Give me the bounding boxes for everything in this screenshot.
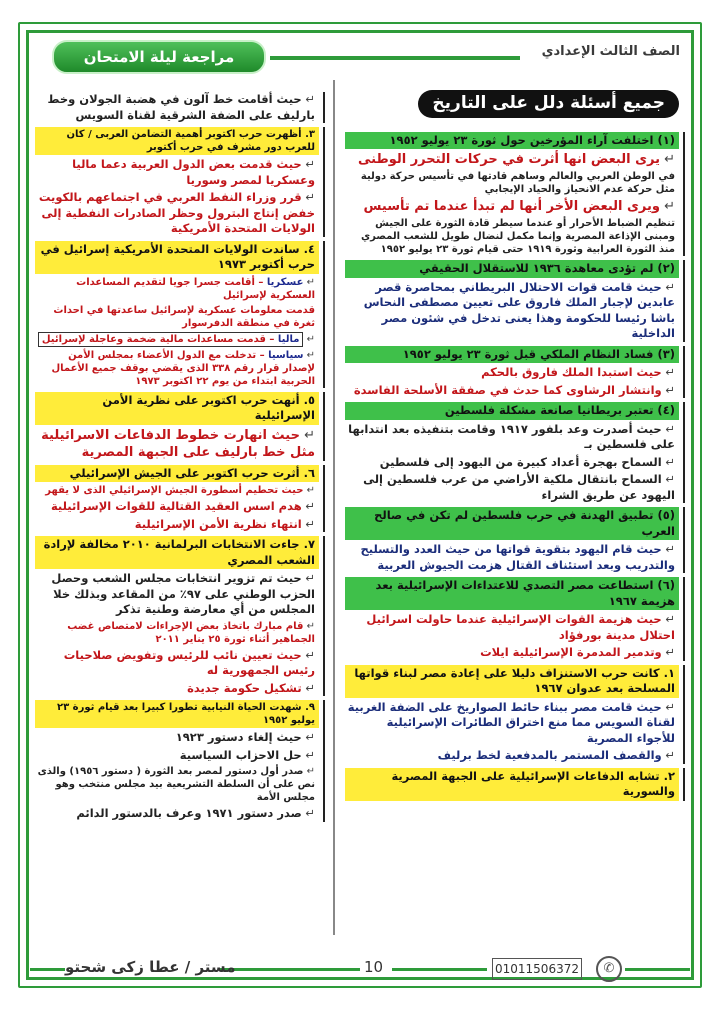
question-block [345, 577, 685, 661]
answer-item: ↵ حيث أقامت خط آلون في هضبة الجولان وخط بارليف على الضفة الشرقية لقناة السويس [35, 92, 319, 123]
phone-icon: ✆ [596, 956, 622, 982]
question-heading: ١. كانت حرب الاستنزاف دليلا على إعادة مصر لبناء قواتها المسلحة بعد عدوان ١٩٦٧ [345, 665, 679, 698]
page-number: 10 [364, 958, 384, 976]
phone-number: 01011506372 [492, 958, 582, 980]
question-heading: (٣) فساد النظام الملكي قبل ثورة ٢٣ يوليو ١٩٥٢ [345, 346, 679, 364]
answer-item: ↵ حيث انهارت خطوط الدفاعات الاسرائيلية مثل خط بارليف على الجبهة المصرية [35, 427, 319, 461]
answer-item: ↵ وتدمير المدمرة الإسرائيلية ايلات [345, 645, 679, 661]
right-column [345, 90, 685, 805]
question-block [345, 768, 685, 801]
answer-item: ↵ حيث تحطيم أسطورة الجيش الإسرائيلي الذى لا يقهر [35, 484, 319, 497]
question-heading: ٧. جاءت الانتخابات البرلمانية ٢٠١٠ مخالفة لإرادة الشعب المصري [35, 536, 319, 569]
question-heading: ٩. شهدت الحياة النيابية تطورا كبيرا بعد قيام ثورة ٢٣ يوليو ١٩٥٢ [35, 700, 319, 728]
answer-item: ↵ حيث هزيمة القوات الإسرائيلية عندما حاولت اسرائيل احتلال مدينة بورفؤاد [345, 612, 679, 643]
answer-text: – تدخلت مع الدول الأعضاء بمجلس الأمن لإصدار قرار رقم ٣٣٨ الذى يقضي بوقف جميع الأعمال الحربية ابتداء من يوم ٢٢ اكتوبر ١٩٧٣ [51, 349, 315, 387]
header-rule [270, 56, 520, 60]
grade-label: الصف الثالث الإعدادي [541, 44, 680, 59]
section-title: جميع أسئلة دلل على التاريخ [418, 90, 679, 118]
review-badge: مراجعة ليلة الامتحان [52, 40, 266, 74]
answer-item: ↵ حيث قدمت بعض الدول العربية دعما ماليا وعسكريا لمصر وسوريا [35, 157, 319, 188]
footer-rule [220, 968, 360, 971]
question-block [345, 507, 685, 573]
answer-detail: في الوطن العربي والعالم وساهم قادتها في تأسيس حركة دولية مثل حركة عدم الانحياز والحياد الإيجابي [360, 171, 675, 195]
answer-item: ↵ حيث استبدا الملك فاروق بالحكم [345, 365, 679, 381]
answer-item [35, 276, 319, 302]
question-heading: (٢) لم تؤدى معاهدة ١٩٣٦ للاستقلال الحقيقي [345, 260, 679, 278]
keyword: ماليا [277, 333, 300, 345]
question-block [35, 392, 325, 461]
answer-item: ↵ السماح بانتقال ملكية الأراضي من عرب فلسطين إلى اليهود عن طريق الشراء [345, 472, 679, 503]
question-heading: ٥. أنهت حرب اكتوبر على نظرية الأمن الإسرائيلية [35, 392, 319, 425]
question-block [35, 241, 325, 388]
question-heading: (٦) استطاعت مصر التصدي للاعتداءات الإسرائيلية بعد هزيمة ١٩٦٧ [345, 577, 679, 610]
answer-item: ↵ حيث قامت قوات الاحتلال البريطاني بمحاصرة قصر عابدين لإجبار الملك فاروق على تعيين مصطفى النحاس باشا رئيسا للحكومة وهذا يعنى تدخل في شئون مصر الداخلية [345, 280, 679, 342]
footer-rule [392, 968, 487, 971]
answer-item: ↵ انتهاء نظرية الأمن الإسرائيلية [35, 517, 319, 533]
question-block [35, 536, 325, 696]
answer-item: ↵ هدم اسس العقيد القتالية للقوات الإسرائيلية [35, 499, 319, 515]
answer-item: ↵ حيث إلغاء دستور ١٩٢٣ [35, 730, 319, 746]
answer-item: ↵ حيث تعيين نائب للرئيس وتفويض صلاحيات رئيس الجمهورية له [35, 648, 319, 679]
question-block [35, 92, 325, 123]
question-block [345, 402, 685, 503]
question-heading: (٥) تطبيق الهدنة في حرب فلسطين لم تكن في صالح العرب [345, 507, 679, 540]
question-block [35, 465, 325, 533]
answer-item: ↵ يرى البعض انها أثرت في حركات التحرر الوطنى [345, 151, 679, 168]
answer-item: ↵ حل الاحزاب السياسية [35, 748, 319, 764]
footer-rule [30, 968, 65, 971]
answer-item [35, 332, 319, 347]
answer-text: – أقامت جسرا جويا لتقديم المساعدات العسكرية لإسرائيل [76, 276, 315, 301]
author-name: مستر / عطا زكى شحتو [65, 958, 236, 976]
answer-item: ↵ والقصف المستمر بالمدفعية لخط برليف [345, 748, 679, 764]
answer-item: ↵ حيث قامت مصر ببناء حائط الصواريخ على الضفة الغربية لقناة السويس مما منع اختراق الطائرات الإسرائيلية للأجواء المصرية [345, 700, 679, 747]
question-block [345, 665, 685, 764]
answer-text: – قدمت مساعدات مالية ضخمة وعاجلة لإسرائيل [41, 333, 275, 345]
footer-rule [625, 968, 690, 971]
question-block [35, 700, 325, 822]
question-heading: ٣. أظهرت حرب اكتوبر أهمية التضامن العربى / كان للعرب دور مشرف في حرب أكتوبر [35, 127, 319, 155]
question-heading: (٤) تعتبر بريطانيا صانعة مشكلة فلسطين [345, 402, 679, 420]
answer-item: ↵ صدر دستور ١٩٧١ وعرف بالدستور الدائم [35, 806, 319, 822]
question-heading: ٢. تشابه الدفاعات الإسرائيلية على الجبهة المصرية والسورية [345, 768, 679, 801]
keyword: عسكريا [266, 276, 304, 288]
question-block [35, 127, 325, 237]
column-divider [333, 80, 335, 935]
answer-item: ↵ صدر أول دستور لمصر بعد الثورة ( دستور ١٩٥٦) والذى نص على أن السلطة التشريعية بيد مجلس منتخب وهو مجلس الأمة [35, 765, 319, 804]
answer-item: ↵ وانتشار الرشاوى كما حدث في صفقة الأسلحة الفاسدة [345, 383, 679, 399]
answer-item: ↵ ويرى البعض الأخر أنها لم تبدأ عندما تم تأسيس [345, 198, 679, 215]
answer-item: ↵ حيث تم تزوير انتخابات مجلس الشعب وحصل الحزب الوطني على ٩٧٪ من المقاعد وبذلك خلا المجلس من أي معارضة وطنية تذكر [35, 571, 319, 618]
keyword: سياسيا [268, 349, 304, 361]
question-heading: (١) اختلفت آراء المؤرخين حول ثورة ٢٣ يوليو ١٩٥٢ [345, 132, 679, 150]
answer-item [35, 349, 319, 388]
answer-item: ↵ السماح بهجرة أعداد كبيرة من اليهود إلى فلسطين [345, 455, 679, 471]
answer-item: ↵ حيث أصدرت وعد بلفور ١٩١٧ وقامت بتنفيذه بعد انتدابها على فلسطين بـ [345, 422, 679, 453]
answer-detail: قدمت معلومات عسكرية لإسرائيل ساعدتها في احداث ثغرة في منطقة الدفرسوار [53, 304, 315, 329]
boxed-answer [38, 332, 304, 347]
question-block [345, 132, 685, 257]
answer-item: ↵ قرر وزراء النفط العربي في اجتماعهم بالكويت خفض إنتاج البترول وحظر الصادرات النفطية إلى الولايات المتحدة الأمريكية [35, 190, 319, 237]
question-heading: ٤. ساندت الولايات المتحدة الأمريكية إسرائيل في حرب أكتوبر ١٩٧٣ [35, 241, 319, 274]
answer-item: ↵ حيث قام اليهود بتقوية قواتها من حيث العدد والتسليح والتدريب وبعد استئناف القتال هزمت الجيوش العربية [345, 542, 679, 573]
answer-item: ↵ تشكيل حكومة جديدة [35, 681, 319, 697]
left-column [35, 90, 325, 826]
answer-detail: تنظيم الضباط الأحرار أو عندما سيطر قادة الثورة على الجيش ومبنى الإذاعة المصرية وإنما مكمل لنضال طويل للشعب المصري منذ الثورة العرابية وثورة ١٩١٩ حتى قيام ثورة ٢٣ يوليو ١٩٥٢ [360, 218, 675, 255]
question-block [345, 346, 685, 399]
question-heading: ٦. أثرت حرب اكتوبر على الجيش الإسرائيلي [35, 465, 319, 483]
question-block [345, 260, 685, 342]
answer-item: ↵ قام مبارك باتخاذ بعض الإجراءات لامتصاص غضب الجماهير أثناء ثورة ٢٥ يناير ٢٠١١ [35, 620, 319, 646]
